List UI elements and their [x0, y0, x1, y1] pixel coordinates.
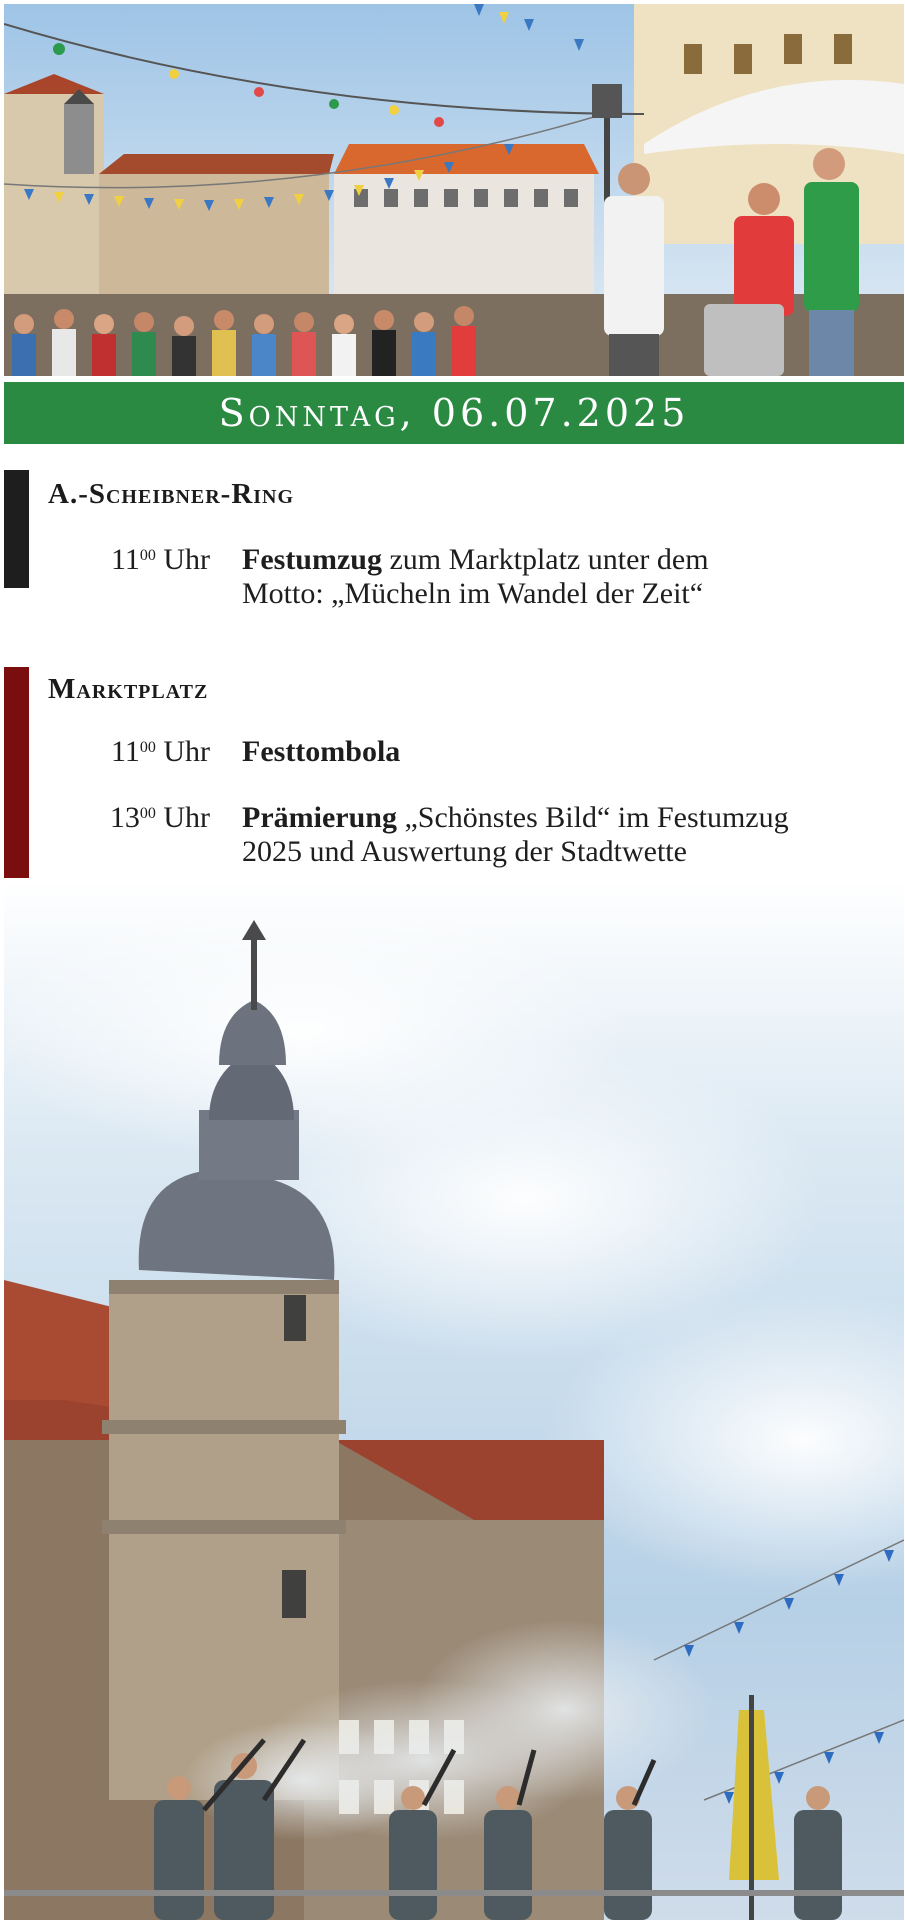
event-time-unit: Uhr: [163, 735, 210, 768]
festival-crowd-photo: [4, 4, 904, 376]
event-title: Prämierung: [242, 801, 397, 834]
event-minutes: 00: [139, 805, 156, 822]
event-time-unit: Uhr: [163, 543, 210, 576]
event-minutes: 00: [139, 547, 156, 564]
event-title: Festtombola: [242, 735, 401, 768]
event-text-line2: 2025 und Auswertung der Stadtwette: [242, 835, 687, 868]
event-hour: 11: [110, 543, 140, 576]
event-text: zum Marktplatz unter dem: [381, 543, 709, 576]
castle-tower-image: [4, 880, 904, 1920]
event-time-unit: Uhr: [163, 801, 210, 834]
date-band: [4, 382, 904, 444]
section-color-bar: [4, 667, 29, 878]
festival-crowd-image: [4, 4, 904, 376]
event-title: Festumzug: [242, 543, 382, 576]
event-description: [242, 735, 882, 769]
event-time: [0, 543, 210, 577]
event-hour: 13: [109, 801, 140, 834]
event-description: [242, 543, 882, 611]
section-heading: Marktplatz: [48, 673, 209, 705]
event-time: [0, 735, 210, 769]
event-date: Sonntag, 06.07.2025: [218, 391, 690, 435]
event-time: [0, 801, 210, 835]
event-text: „Schönstes Bild“ im Festumzug: [396, 801, 789, 834]
section-heading: A.-Scheibner-Ring: [48, 478, 295, 510]
event-description: [242, 801, 882, 869]
event-minutes: 00: [139, 739, 156, 756]
event-hour: 11: [110, 735, 140, 768]
castle-salute-photo: [4, 880, 904, 1920]
event-text-line2: Motto: „Mücheln im Wandel der Zeit“: [242, 577, 704, 610]
